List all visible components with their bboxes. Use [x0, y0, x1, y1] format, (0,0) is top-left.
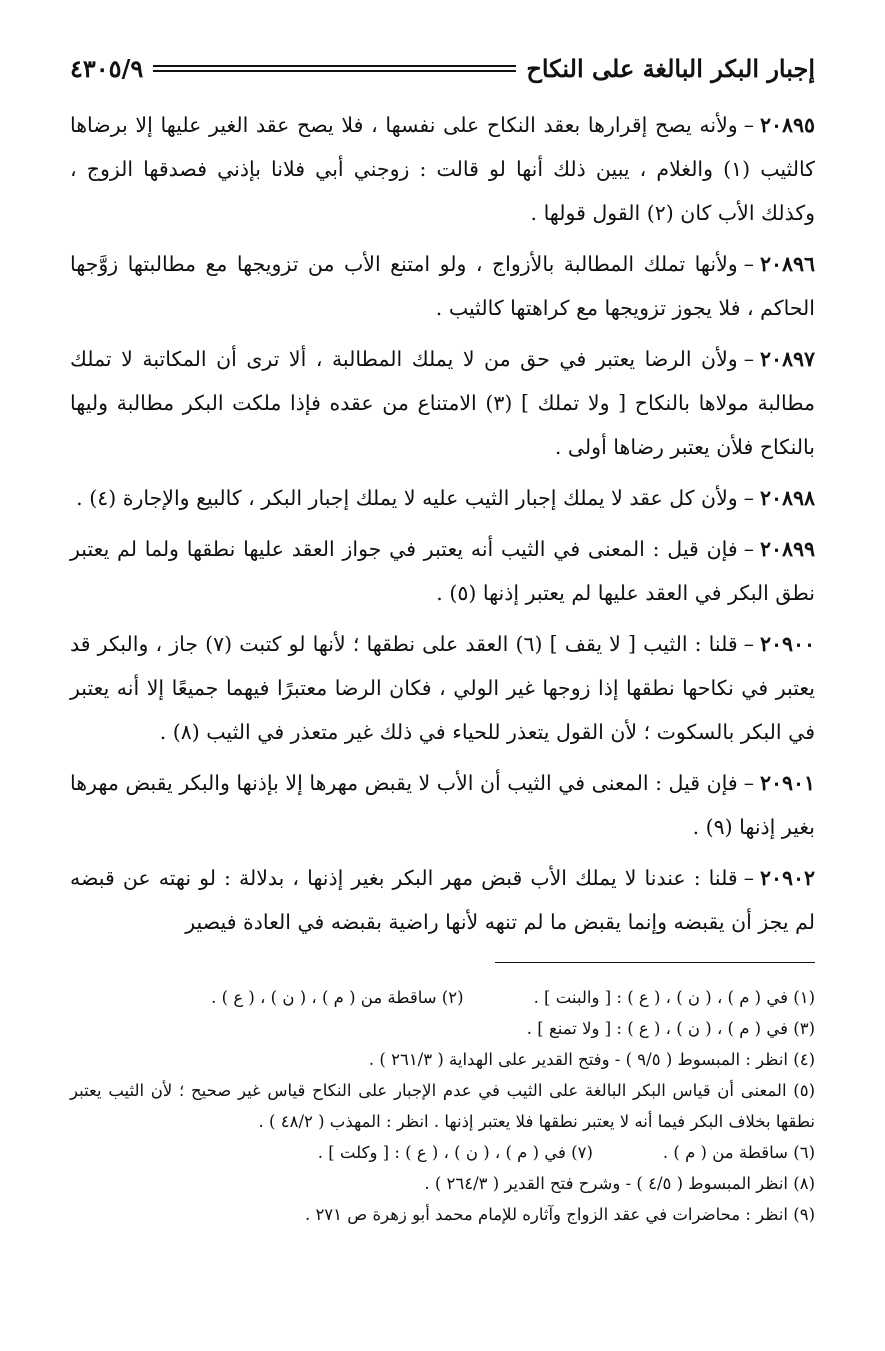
paragraph-dash: –: [743, 486, 754, 510]
paragraph: [70, 856, 815, 944]
paragraph: [70, 476, 815, 520]
paragraph-dash: –: [743, 347, 754, 371]
paragraph-text: ولأنه يصح إقرارها بعقد النكاح على نفسها ، فلا يصح عقد الغير عليها إلا برضاها كالثيب (١) والغلام ، يبين ذلك أنها لو قالت : زوجني أبي فلانا بإذني فصدقها الزوج ، وكذلك الأب كان (٢) القول قولها .: [70, 113, 815, 225]
footnote: (٦) ساقطة من ( م ) .: [662, 1143, 815, 1162]
footnote: (٣) في ( م ) ، ( ن ) ، ( ع ) : [ ولا تمنع ] .: [526, 1019, 815, 1038]
paragraph: [70, 242, 815, 330]
paragraph-dash: –: [743, 537, 754, 561]
footnote: (٥) المعنى أن قياس البكر البالغة على الثيب في عدم الإجبار على النكاح قياس غير صحيح ؛ لأن الثيب يعتبر نطقها بخلاف البكر فيما أنه لا يعتبر نطقها فلا يعتبر إذنها . انظر : المهذب ( ٤٨/٢ ) .: [70, 1081, 815, 1131]
footnote: (١) في ( م ) ، ( ن ) ، ( ع ) : [ والبنت ] .: [533, 988, 815, 1007]
paragraph: [70, 103, 815, 235]
paragraph: [70, 761, 815, 849]
footnotes: [70, 982, 815, 1230]
main-text: [70, 103, 815, 951]
footnote-row: [70, 982, 815, 1013]
paragraph-dash: –: [743, 632, 754, 656]
paragraph-dash: –: [743, 866, 754, 890]
paragraph-number: ٢٠٩٠١: [759, 771, 815, 795]
paragraph-text: ولأن الرضا يعتبر في حق من لا يملك المطالبة ، ألا ترى أن المكاتبة لا تملك مطالبة مولاها بالنكاح [ ولا تملك ] (٣) الامتناع من عقده فإذا ملكت البكر مطالبة وليها بالنكاح فلأن يعتبر رضاها أولى .: [70, 347, 815, 459]
footnote: (٧) في ( م ) ، ( ن ) ، ( ع ) : [ وكلت ] .: [317, 1143, 593, 1162]
paragraph: [70, 337, 815, 469]
paragraph-text: فإن قيل : المعنى في الثيب أن الأب لا يقبض مهرها إلا بإذنها والبكر يقبض مهرها بغير إذنها (٩) .: [70, 771, 815, 839]
paragraph-dash: –: [743, 252, 754, 276]
paragraph-number: ٢٠٨٩٨: [759, 486, 815, 510]
footnote: (٩) انظر : محاضرات في عقد الزواج وآثاره للإمام محمد أبو زهرة ص ٢٧١ .: [304, 1205, 815, 1224]
paragraph-number: ٢٠٨٩٩: [759, 537, 815, 561]
running-head-rule: [153, 65, 516, 72]
paragraph: [70, 622, 815, 754]
footnote: (٤) انظر : المبسوط ( ٩/٥ ) - وفتح القدير على الهداية ( ٢٦١/٣ ) .: [368, 1050, 815, 1069]
paragraph-number: ٢٠٨٩٦: [759, 252, 815, 276]
paragraph-text: فإن قيل : المعنى في الثيب أنه يعتبر في جواز العقد عليها نطقها ولما لم يعتبر نطق البكر في العقد عليها لم يعتبر إذنها (٥) .: [70, 537, 815, 605]
paragraph-dash: –: [743, 113, 754, 137]
paragraph-number: ٢٠٨٩٥: [759, 113, 815, 137]
paragraph-text: ولأن كل عقد لا يملك إجبار الثيب عليه لا يملك إجبار البكر ، كالبيع والإجارة (٤) .: [76, 486, 738, 510]
paragraph: [70, 527, 815, 615]
paragraph-text: ولأنها تملك المطالبة بالأزواج ، ولو امتنع الأب من تزويجها مع مطالبتها زوَّجها الحاكم ، فلا يجوز تزويجها مع كراهتها كالثيب .: [70, 252, 815, 320]
footnote-separator: [495, 962, 815, 963]
running-head: [70, 50, 815, 86]
footnote-row: [70, 1137, 815, 1168]
paragraph-dash: –: [743, 771, 754, 795]
footnote: (٢) ساقطة من ( م ) ، ( ن ) ، ( ع ) .: [211, 988, 464, 1007]
paragraph-number: ٢٠٨٩٧: [759, 347, 815, 371]
paragraph-text: قلنا : الثيب [ لا يقف ] (٦) العقد على نطقها ؛ لأنها لو كتبت (٧) جاز ، والبكر قد يعتبر في نكاحها نطقها إذا زوجها غير الولي ، فكان الرضا معتبرًا فيهما جميعًا إلا أنه يعتبر في البكر بالسكوت ؛ لأن القول يتعذر للحياء في ذلك غير متعذر في الثيب (٨) .: [70, 632, 815, 744]
paragraph-number: ٢٠٩٠٢: [759, 866, 815, 890]
running-head-title: إجبار البكر البالغة على النكاح: [526, 53, 815, 83]
paragraph-text: قلنا : عندنا لا يملك الأب قبض مهر البكر بغير إذنها ، بدلالة : لو نهته عن قبضه لم يجز أن يقبضه وإنما يقبض ما لم تنهه لأنها راضية بقبضه في العادة فيصير: [70, 866, 815, 934]
footnote: (٨) انظر المبسوط ( ٤/٥ ) - وشرح فتح القدير ( ٢٦٤/٣ ) .: [424, 1174, 815, 1193]
page-number: ٤٣٠٥/٩: [70, 53, 144, 83]
paragraph-number: ٢٠٩٠٠: [759, 632, 816, 656]
